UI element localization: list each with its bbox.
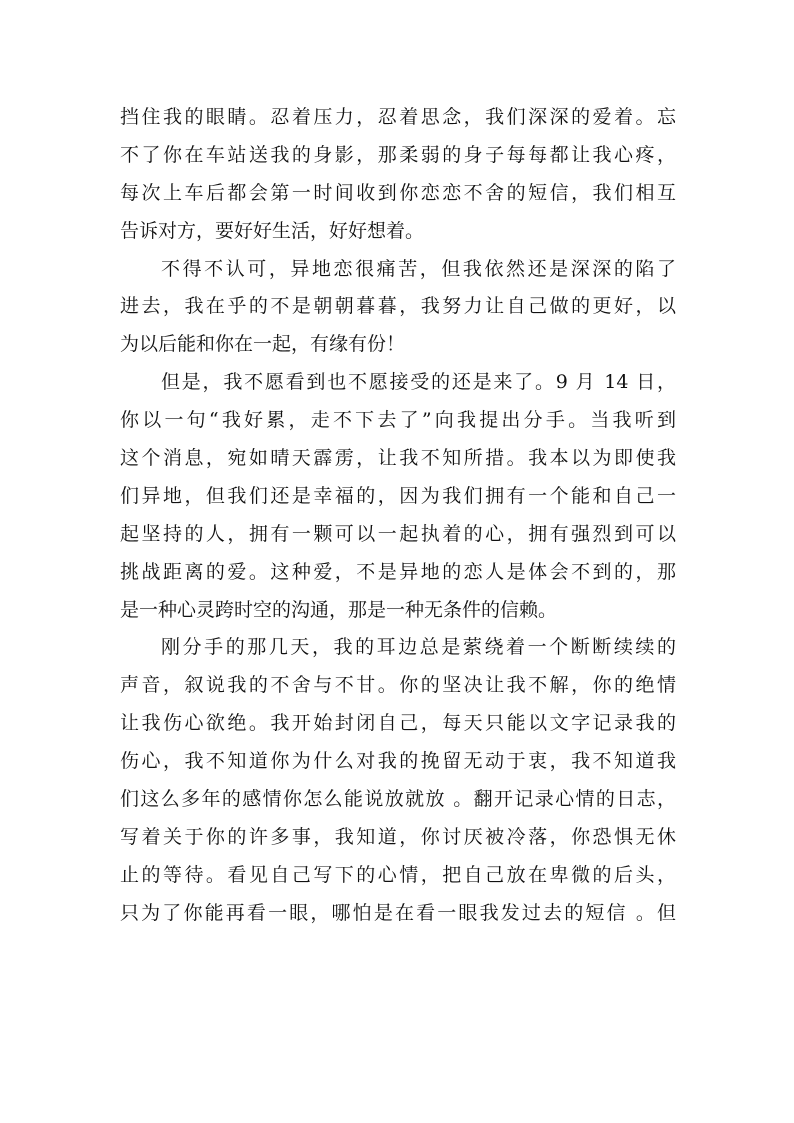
text-line: 止的等待。看见自己写下的心情，把自己放在卑微的后头， xyxy=(120,863,676,886)
text-line: 只为了你能再看一眼，哪怕是在看一眼我发过去的短信 。但 xyxy=(120,901,676,924)
text-line: 挡住我的眼睛。忍着压力，忍着思念，我们深深的爱着。忘 xyxy=(120,106,676,128)
text-line: 伤心，我不知道你为什么对我的挽留无动于衷，我不知道我 xyxy=(120,750,676,773)
text-line: 这个消息，宛如晴天霹雳，让我不知所措。我本以为即使我 xyxy=(120,447,676,470)
text-line: 写着关于你的许多事，我知道，你讨厌被冷落，你恐惧无休 xyxy=(120,825,676,848)
text-line: 为以后能和你在一起，有缘有份！ xyxy=(120,333,406,356)
text-line: 不了你在车站送我的身影，那柔弱的身子每每都让我心疼， xyxy=(120,143,676,166)
text-line: 进去，我在乎的不是朝朝暮暮，我努力让自己做的更好，以 xyxy=(120,295,676,318)
text-line: 是一种心灵跨时空的沟通，那是一种无条件的信赖。 xyxy=(120,598,558,621)
text-line: 声音，叙说我的不舍与不甘。你的坚决让我不解，你的绝情 xyxy=(120,674,676,697)
text-line: 们这么多年的感情你怎么能说放就放 。翻开记录心情的日志， xyxy=(120,788,676,811)
text-line: 们异地，但我们还是幸福的，因为我们拥有一个能和自己一 xyxy=(120,484,676,507)
text-line: 你以一句“我好累，走不下去了”向我提出分手。当我听到 xyxy=(120,409,676,432)
paragraph-first-line: 不得不认可，异地恋很痛苦，但我依然还是深深的陷了 xyxy=(161,257,676,280)
document-body xyxy=(120,99,676,933)
text-line: 起坚持的人，拥有一颗可以一起执着的心，拥有强烈到可以 xyxy=(120,522,676,545)
paragraph-first-line: 但是，我不愿看到也不愿接受的还是来了。9 月 14 日， xyxy=(161,371,676,394)
text-line: 告诉对方，要好好生活，好好想着。 xyxy=(120,219,425,242)
paragraph-first-line: 刚分手的那几天，我的耳边总是萦绕着一个断断续续的 xyxy=(161,636,676,659)
text-line: 每次上车后都会第一时间收到你恋恋不舍的短信，我们相互 xyxy=(120,181,676,204)
text-line: 挑战距离的爱。这种爱，不是异地的恋人是体会不到的，那 xyxy=(120,560,676,583)
text-line: 让我伤心欲绝。我开始封闭自己，每天只能以文字记录我的 xyxy=(120,712,676,735)
